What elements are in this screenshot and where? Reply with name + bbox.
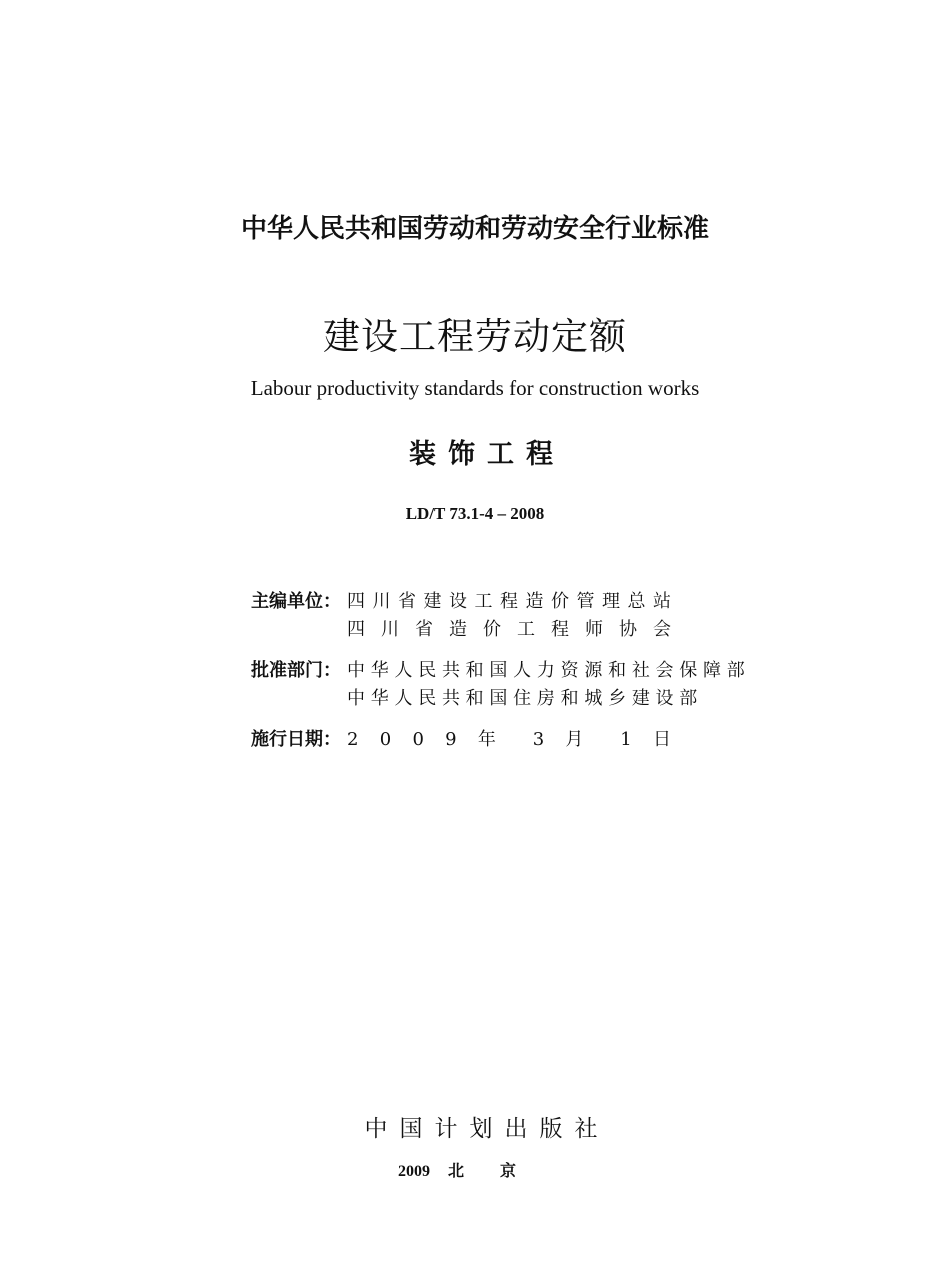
publication-line xyxy=(0,1158,950,1181)
publisher-name: 中国计划出版社 xyxy=(364,1116,610,1142)
publication-city: 北京 xyxy=(447,1163,552,1180)
info-block xyxy=(251,588,745,767)
editor-values xyxy=(347,588,671,644)
effective-date-value: 2 0 0 9 年 3 月 1 日 xyxy=(347,729,671,750)
series-title: 中华人民共和国劳动和劳动安全行业标准 xyxy=(240,214,709,244)
approver-row xyxy=(251,657,745,713)
editor-label: 主编单位： xyxy=(251,591,341,612)
standard-code: LD/T 73.1-4 – 2008 xyxy=(405,504,545,523)
english-title: Labour productivity standards for construction works xyxy=(250,376,700,400)
publication-year: 2009 xyxy=(397,1163,430,1180)
effective-date-label: 施行日期： xyxy=(251,729,341,750)
effective-date-row xyxy=(251,726,691,754)
approver-value: 中 华 人 民 共 和 国 住 房 和 城 乡 建 设 部 xyxy=(347,688,698,709)
approver-label: 批准部门： xyxy=(251,660,341,681)
editor-value: 四 川 省 造 价 工 程 师 协 会 xyxy=(347,619,671,640)
main-title: 建设工程劳动定额 xyxy=(323,315,627,358)
approver-value: 中 华 人 民 共 和 国 人 力 资 源 和 社 会 保 障 部 xyxy=(347,660,745,681)
editor-value: 四 川 省 建 设 工 程 造 价 管 理 总 站 xyxy=(347,591,671,612)
editor-row xyxy=(251,588,691,644)
effective-date-values xyxy=(347,726,671,754)
sub-title: 装饰工程 xyxy=(409,439,565,470)
approver-values xyxy=(347,657,745,713)
